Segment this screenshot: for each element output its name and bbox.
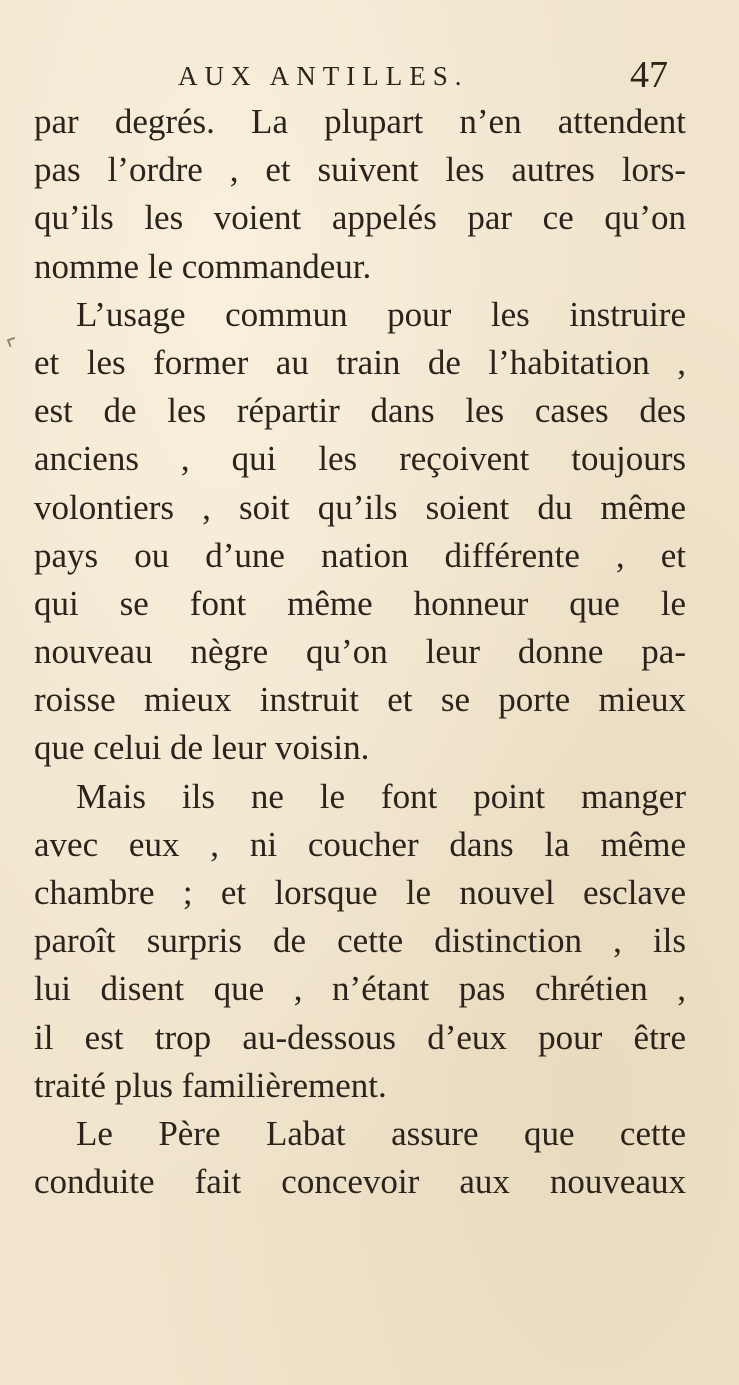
text-line: anciens , qui les reçoivent toujours	[34, 439, 686, 479]
text-line: volontiers , soit qu’ils soient du même	[34, 487, 686, 527]
text-line: roisse mieux instruit et se porte mieux	[34, 680, 686, 720]
text-line: avec eux , ni coucher dans la même	[34, 824, 686, 864]
text-line: il est trop au-dessous d’eux pour être	[34, 1017, 686, 1057]
text-line: pas l’ordre , et suivent les autres lors-	[34, 150, 686, 190]
text-line: L’usage commun pour les instruire	[76, 294, 686, 334]
text-line: qu’ils les voient appelés par ce qu’on	[34, 198, 686, 238]
text-line: Mais ils ne le font point manger	[76, 776, 686, 816]
text-line: par degrés. La plupart n’en attendent	[34, 102, 686, 141]
margin-mark	[7, 337, 17, 347]
running-title: AUX ANTILLES.	[178, 61, 469, 91]
text-line: paroît surpris de cette distinction , ils	[34, 921, 686, 961]
text-line: chambre ; et lorsque le nouvel esclave	[34, 873, 686, 912]
text-line: pays ou d’une nation différente , et	[34, 535, 686, 575]
text-line: nouveau nègre qu’on leur donne pa-	[34, 632, 686, 672]
page-number: 47	[630, 54, 668, 96]
text-line: est de les répartir dans les cases des	[34, 391, 686, 431]
text-line: conduite fait concevoir aux nouveaux	[34, 1162, 686, 1202]
text-line: traité plus familièrement.	[34, 1065, 387, 1105]
text-line: Le Père Labat assure que cette	[76, 1113, 686, 1153]
body-text	[34, 98, 686, 1206]
text-line: nomme le commandeur.	[34, 246, 372, 286]
text-line: lui disent que , n’étant pas chrétien ,	[34, 969, 686, 1009]
text-line: et les former au train de l’habitation ,	[34, 342, 686, 382]
text-line: qui se font même honneur que le	[34, 583, 686, 623]
text-line: que celui de leur voisin.	[34, 728, 370, 768]
